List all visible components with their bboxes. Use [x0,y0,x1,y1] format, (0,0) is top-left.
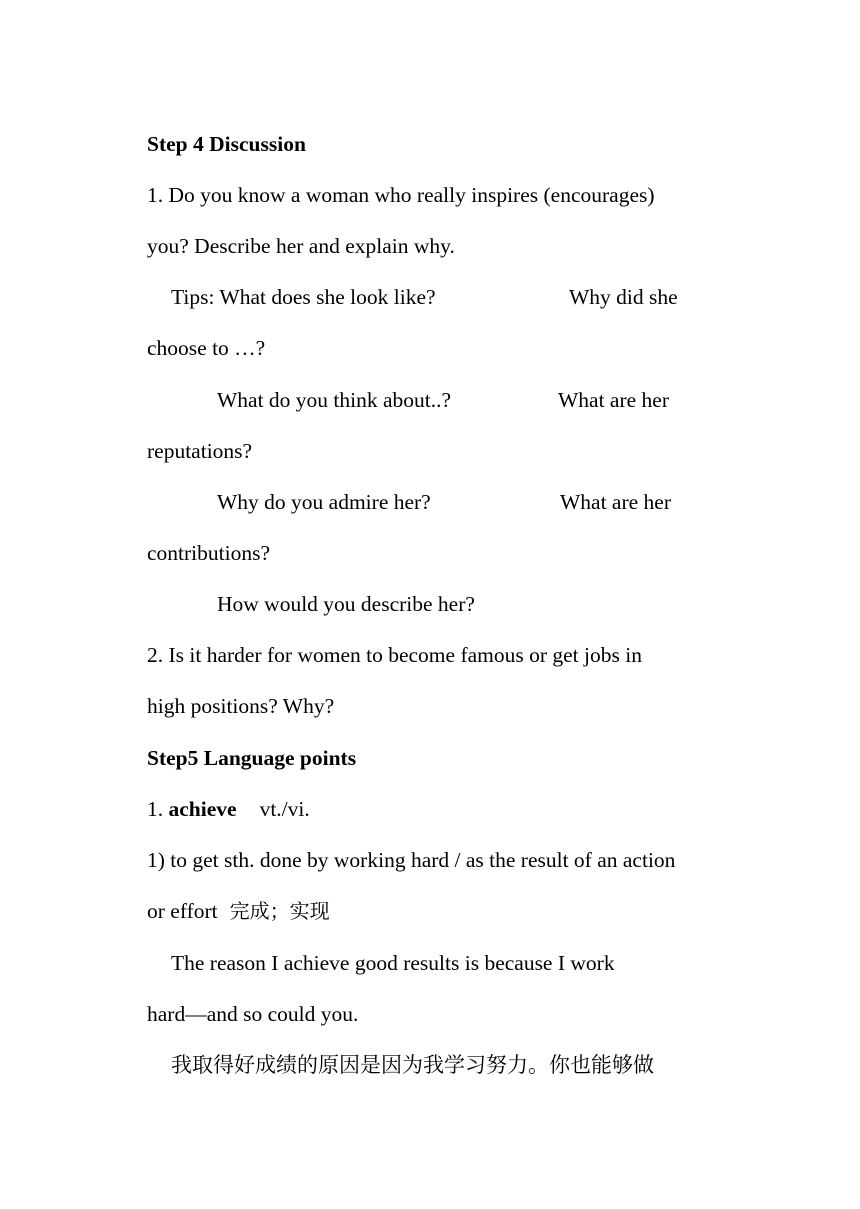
translation-line-1: 我取得好成绩的原因是因为我学习努力。你也能够做 [171,1053,654,1077]
definition-1-english: or effort [147,899,218,923]
definition-1-chinese: 完成；实现 [229,899,330,923]
question-2-line-1: 2. Is it harder for women to become famous or get jobs in [147,643,642,667]
tip-choose-part-1: Why did she [569,285,678,309]
question-1-line-1: 1. Do you know a woman who really inspires (encourages) [147,183,655,207]
definition-1-line-1: 1) to get sth. done by working hard / as the result of an action [147,848,676,872]
vocab-item-1 [147,795,310,823]
tip-contributions-part-2: contributions? [147,541,271,565]
question-2-line-2: high positions? Why? [147,694,335,718]
step5-heading: Step5 Language points [147,746,357,770]
tips-label: Tips: What does she look like? [171,285,436,309]
step4-heading: Step 4 Discussion [147,132,306,156]
question-1-line-2: you? Describe her and explain why. [147,234,455,258]
tip-reputation-part-2: reputations? [147,439,253,463]
definition-1-line-2 [147,897,330,925]
vocab-item-number: 1. [147,797,169,821]
tip-admire: Why do you admire her? [217,490,431,514]
tip-choose-part-2: choose to …? [147,336,266,360]
vocab-part-of-speech: vt./vi. [259,797,310,821]
vocab-word: achieve [168,797,237,821]
tip-think: What do you think about..? [217,388,452,412]
tip-contributions-part-1: What are her [560,490,672,514]
tip-describe: How would you describe her? [217,592,475,616]
tip-reputation-part-1: What are her [558,388,670,412]
example-line-1: The reason I achieve good results is because I work [171,951,615,975]
example-line-2: hard—and so could you. [147,1002,359,1026]
